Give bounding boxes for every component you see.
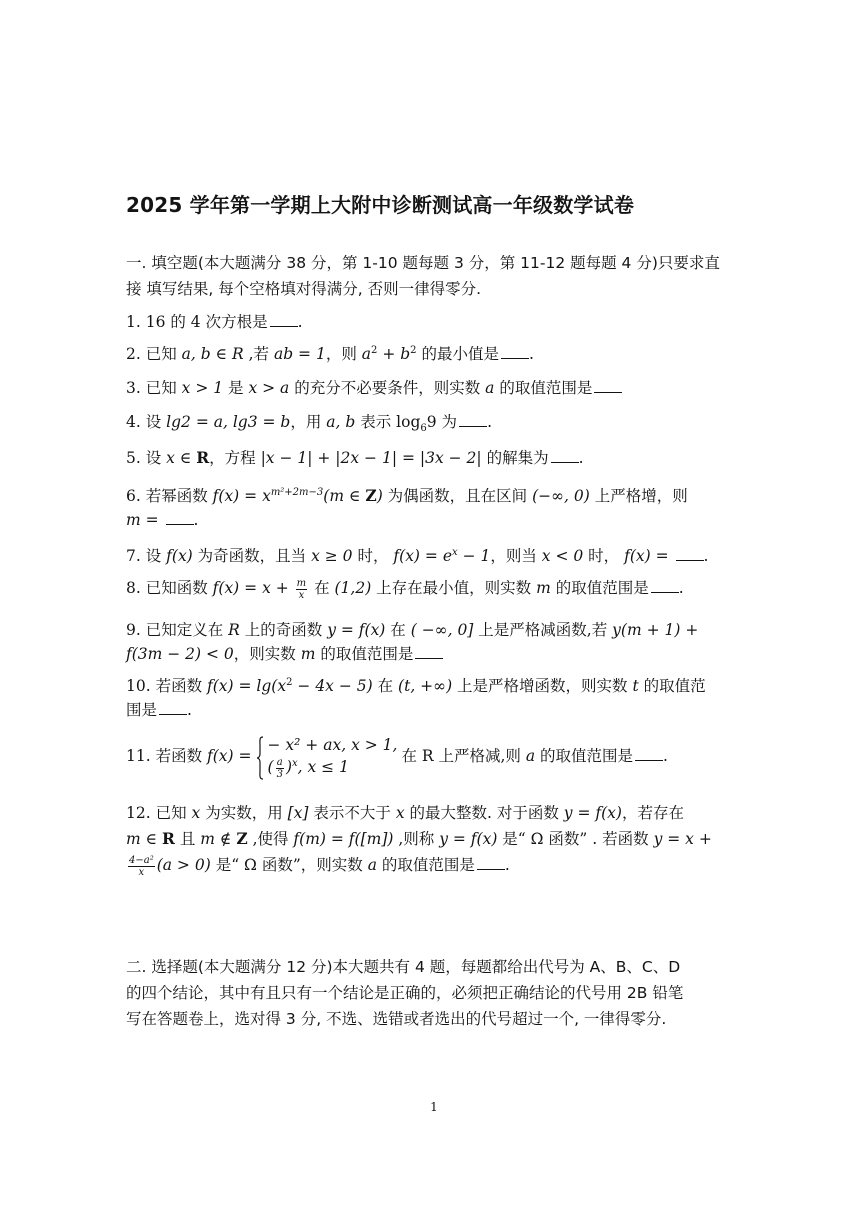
question-7: 7. 设 f(x) 为奇函数，且当 x ≥ 0 时， $f(x) = e^x - 1$，则当 x < 0 时， f(x) = . [126,546,709,565]
question-10: 10. 若函数 $f(x) = \lg(x^2 - 4x - 5)$ 在 (t, +∞) 上是严格增函数，则实数 t 的取值范 围是 . [126,676,706,719]
answer-blank [415,644,443,659]
question-3: 3. 已知 x > 1 是 x > a 的充分不必要条件，则实数 a 的取值范围是 [126,376,734,400]
answer-blank [270,312,298,327]
answer-blank [594,378,622,393]
answer-blank [166,510,194,525]
section-1-line-2: 接 填写结果, 每个空格填对得满分, 否则一律得零分. [126,280,482,298]
section-2-line-2: 的四个结论，其中有且只有一个结论是正确的，必须把正确结论的代号用 2B 铅笔 [126,984,684,1002]
fraction-m-over-x: $\frac{m}{x}$ [296,577,307,601]
answer-blank [459,412,487,427]
fraction-a-over-3: $\frac{a}{3}$ [276,756,283,780]
left-brace-icon [256,736,264,780]
question-4: 4. 设 lg2 = a, lg3 = b，用 a, b 表示 $\log_69$ 为 . [126,413,492,435]
answer-blank [551,448,579,463]
question-9: 9. 已知定义在 R 上的奇函数 y = f(x) 在 ( −∞, 0] 上是严格减函数,若 y(m + 1) + f(3m − 2) < 0，则实数 m 的取值范围是 [126,621,699,663]
answer-blank [159,700,187,715]
question-5: 5. 设 x ∈ R，方程 |x − 1| + |2x − 1| = |3x − 2| 的解集为 . [126,448,584,467]
section-2-instructions [126,954,734,1032]
piecewise-function: − x² + ax, x > 1, ( $\frac{a}{3}$ )$^x$, x ≤ 1 [256,734,398,780]
answer-blank [477,855,505,870]
question-8: 8. 已知函数 f(x) = x + $\frac{m}{x}$ 在 (1,2) 上存在最小值，则实数 m 的取值范围是 . [126,577,684,601]
exam-title: 2025 学年第一学期上大附中诊断测试高一年级数学试卷 [126,193,635,217]
question-2: 2. 已知 a, b ∈ R ,若 ab = 1，则 $a^2 + b^2$ 的最小值是 . [126,344,534,363]
answer-blank [635,746,663,761]
section-1-line-1: 一. 填空题(本大题满分 38 分，第 1-10 题每题 3 分，第 11-12 题每题 4 分)只要求直 [126,254,720,272]
question-11: 11. 若函数 f(x) = − x² + ax, x > 1, ( $\frac{a}{3}$ )$^x$, x ≤ 1 在 R 上严格减,则 a 的取值范围是 . [126,736,668,780]
fraction-4-minus-a2-over-x: $\frac{\text{4−a²}}{x}$ [129,854,154,878]
section-2-line-3: 写在答题卷上，选对得 3 分, 不选、选错或者选出的代号超过一个, 一律得零分. [126,1010,667,1028]
section-1-instructions [126,250,734,302]
answer-blank [501,344,529,359]
question-1: 1. 16 的 4 次方根是 . [126,313,303,331]
page-number: 1 [430,1100,438,1114]
section-2-line-1: 二. 选择题(本大题满分 12 分)本大题共有 4 题，每题都给出代号为 A、B、C、D [126,958,681,976]
answer-blank [676,546,704,561]
question-6: 6. 若幂函数 $f(x) = x^{m^2+2m-3}(m$ ∈ Z) 为偶函数，且在区间 (−∞, 0) 上严格增，则 m = . [126,486,688,529]
question-12: 12. 已知 x 为实数，用 [x] 表示不大于 x 的最大整数. 对于函数 y = f(x)，若存在 m ∈ R 且 m ∉ Z ,使得 f(m) = f([m]) ,则称 y = f(x) 是“ Ω 函数” . 若函数 y = x + $\frac{\text{4−a²}}{x}$ (a > 0) 是“ Ω 函数”，则实数 a 的取值范围是 . [126,804,712,878]
answer-blank [651,578,679,593]
